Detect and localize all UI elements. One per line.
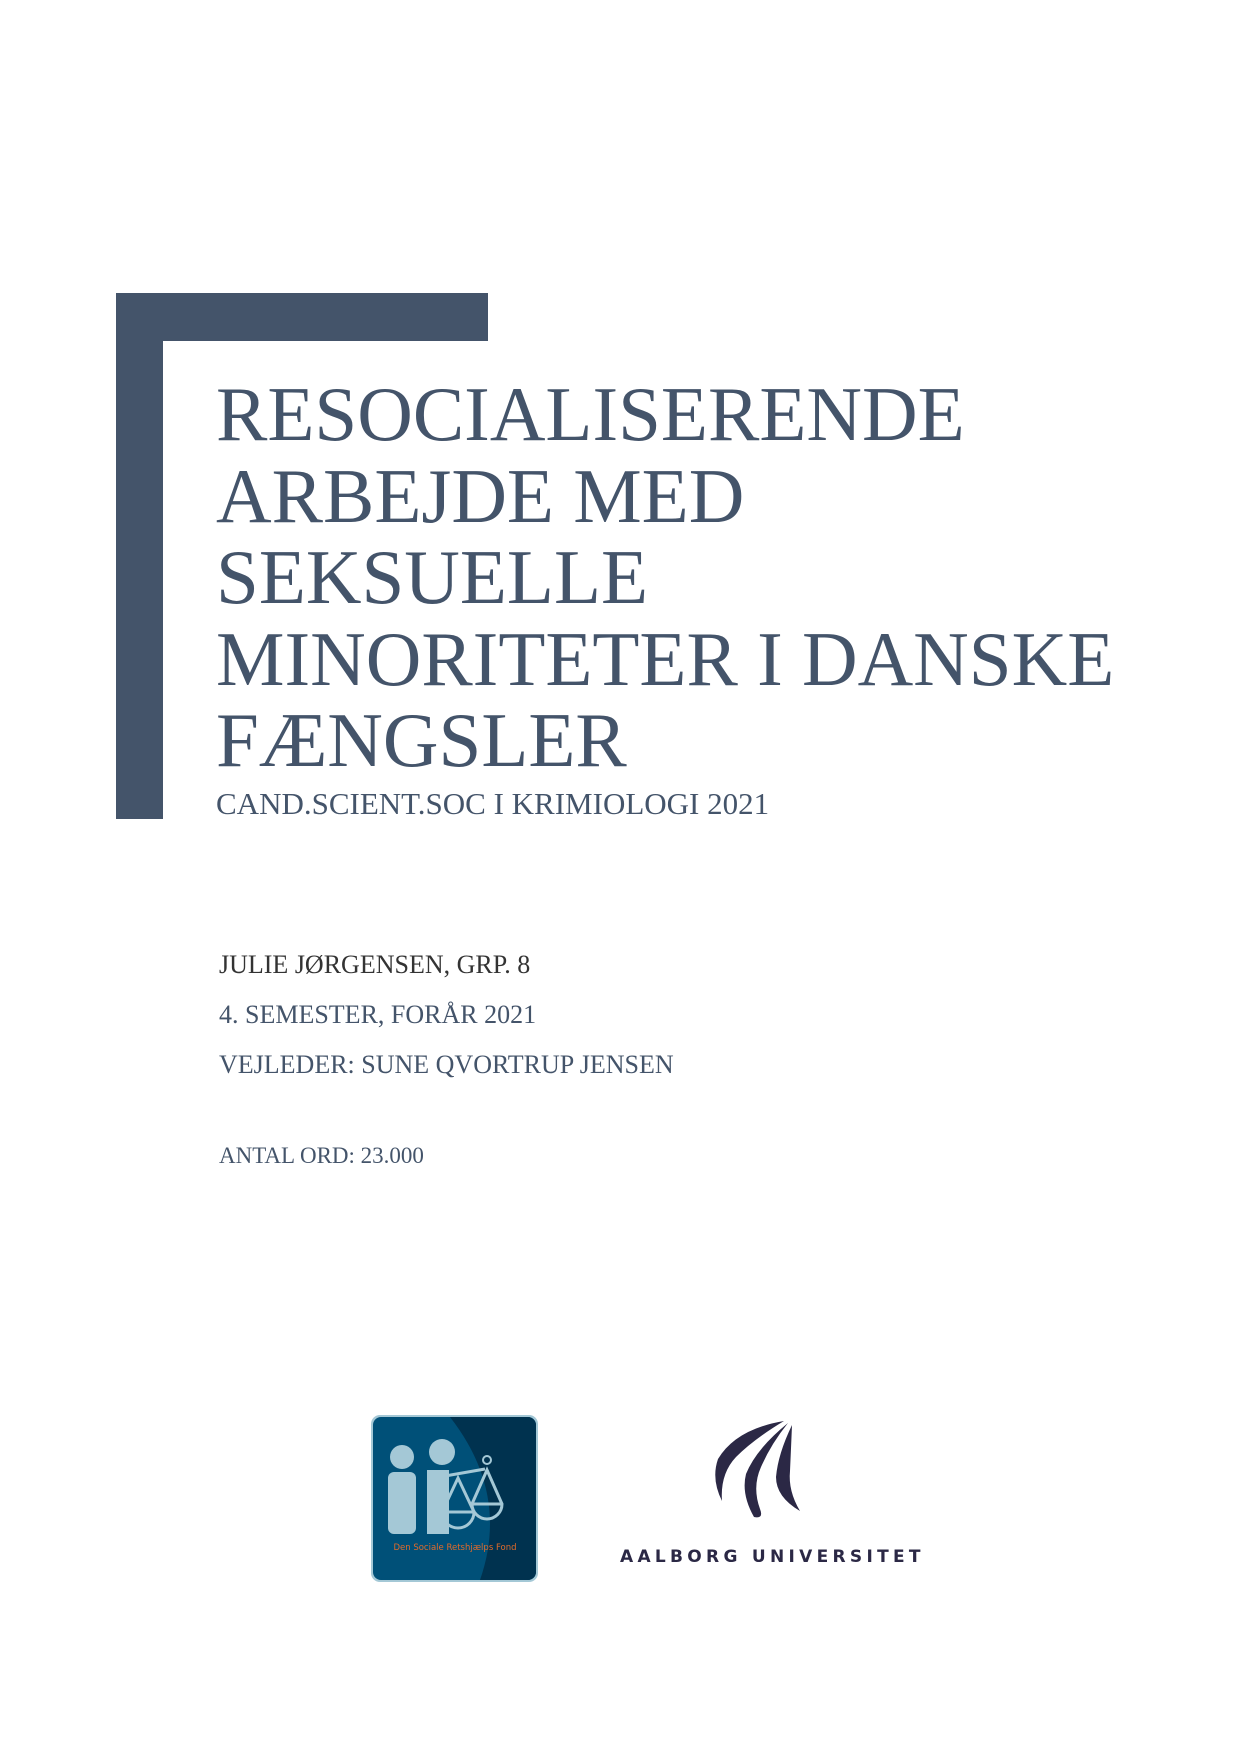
- decorative-bracket-side: [116, 293, 163, 819]
- supervisor: VEJLEDER: SUNE QVORTRUP JENSEN: [219, 1050, 674, 1079]
- decorative-bracket-top: [116, 293, 488, 341]
- author: JULIE JØRGENSEN, GRP. 8: [219, 950, 531, 979]
- word-count: ANTAL ORD: 23.000: [219, 1143, 424, 1168]
- logo-caption: AALBORG UNIVERSITET: [620, 1547, 925, 1567]
- semester: 4. SEMESTER, FORÅR 2021: [219, 1000, 537, 1029]
- title-line: ARBEJDE MED: [216, 452, 745, 539]
- title-line: FÆNGSLER: [216, 697, 627, 783]
- title-line: SEKSUELLE: [216, 534, 649, 620]
- title-line: MINORITETER I DANSKE: [216, 615, 1115, 702]
- document-title: [216, 371, 1115, 783]
- den-sociale-retshjaelps-fond-logo: [370, 1414, 539, 1583]
- subtitle: CAND.SCIENT.SOC I KRIMIOLOGI 2021: [216, 786, 770, 821]
- aalborg-universitet-logo: [610, 1414, 925, 1584]
- logo-caption: Den Sociale Retshjælps Fond: [393, 1543, 517, 1553]
- title-line: RESOCIALISERENDE: [216, 371, 965, 457]
